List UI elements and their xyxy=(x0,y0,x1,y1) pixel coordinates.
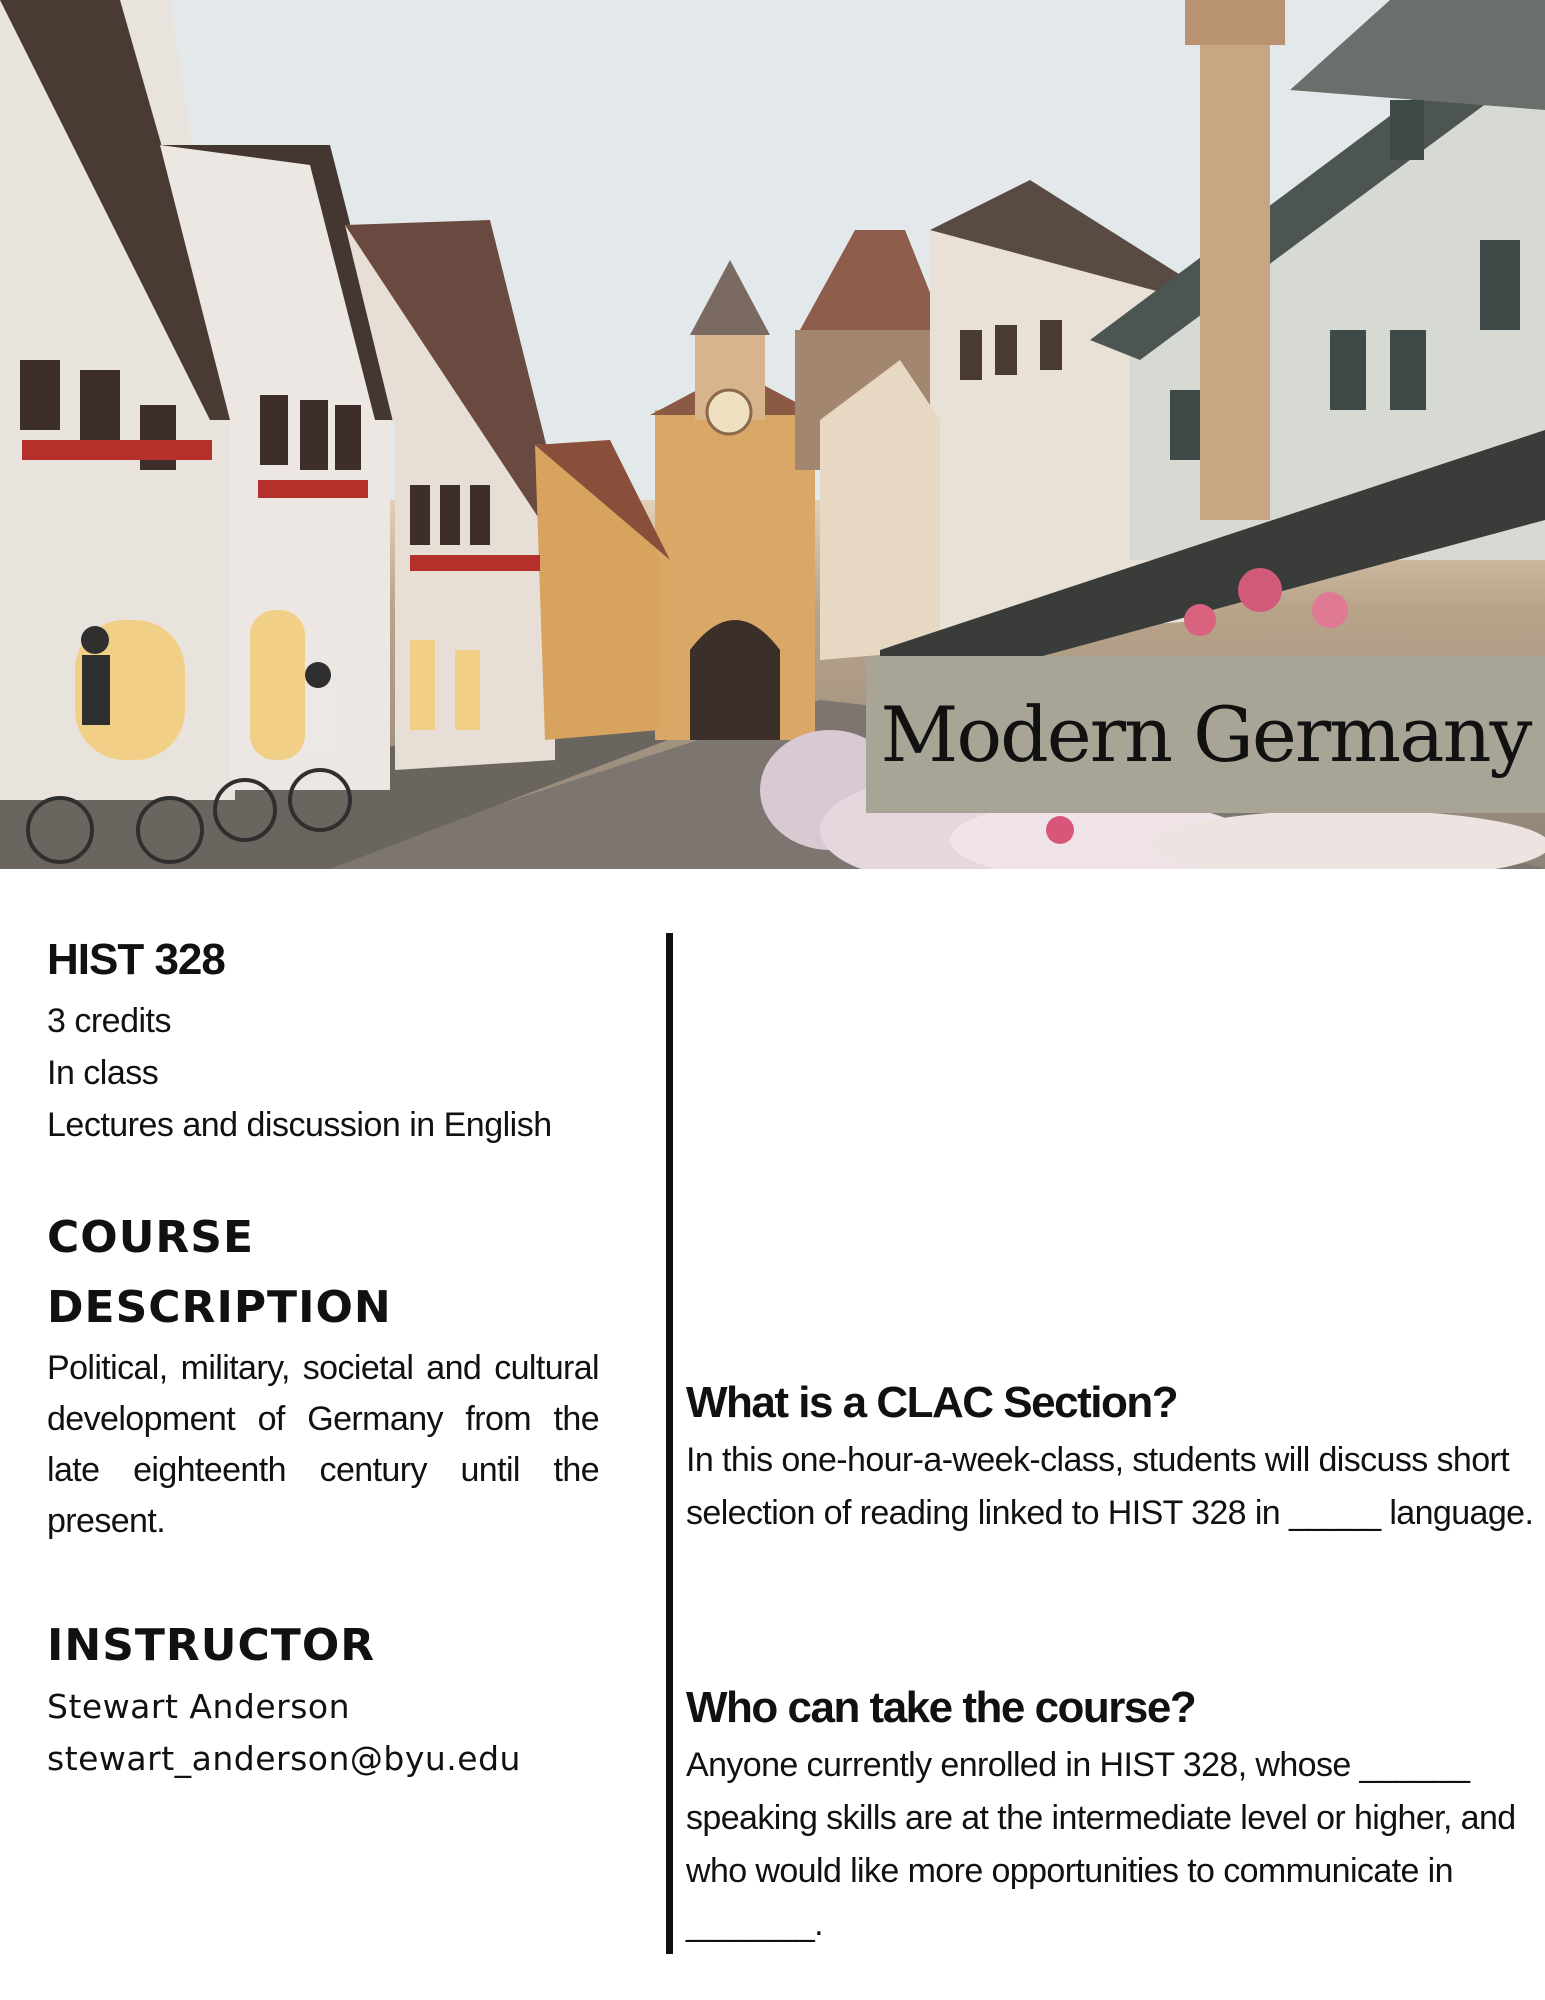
hero-image xyxy=(0,0,1545,869)
clac-description: In this one-hour-a-week-class, students will discuss short selection of reading linked to HIST 328 in _____ language. xyxy=(686,1441,1534,1532)
course-description: Political, military, societal and cultural development of Germany from the late eighteenth century until the present. xyxy=(47,1349,599,1540)
eligibility-description: Anyone currently enrolled in HIST 328, whose ______ speaking skills are at the intermediate level or higher, and who would like more opportunities to communicate in _______. xyxy=(686,1746,1516,1943)
instructor-heading: INSTRUCTOR xyxy=(47,1620,376,1671)
clac-heading: What is a CLAC Section? xyxy=(686,1378,1178,1427)
instructor-email[interactable]: stewart_anderson@byu.edu xyxy=(47,1739,521,1778)
description-heading-line2: DESCRIPTION xyxy=(47,1282,392,1333)
course-format: In class xyxy=(47,1054,159,1092)
instructor-name: Stewart Anderson xyxy=(47,1687,351,1726)
page-title: Modern Germany xyxy=(880,690,1531,779)
course-info-column xyxy=(47,935,599,1785)
eligibility-heading: Who can take the course? xyxy=(686,1683,1196,1732)
course-code: HIST 328 xyxy=(47,935,225,984)
clac-section xyxy=(686,1378,1541,1540)
description-heading-line1: COURSE xyxy=(47,1212,255,1263)
title-banner xyxy=(866,656,1545,813)
description-heading xyxy=(47,1203,599,1343)
eligibility-section xyxy=(686,1683,1541,1951)
course-credits: 3 credits xyxy=(47,1002,171,1040)
column-divider xyxy=(666,933,673,1954)
course-language: Lectures and discussion in English xyxy=(47,1106,552,1144)
